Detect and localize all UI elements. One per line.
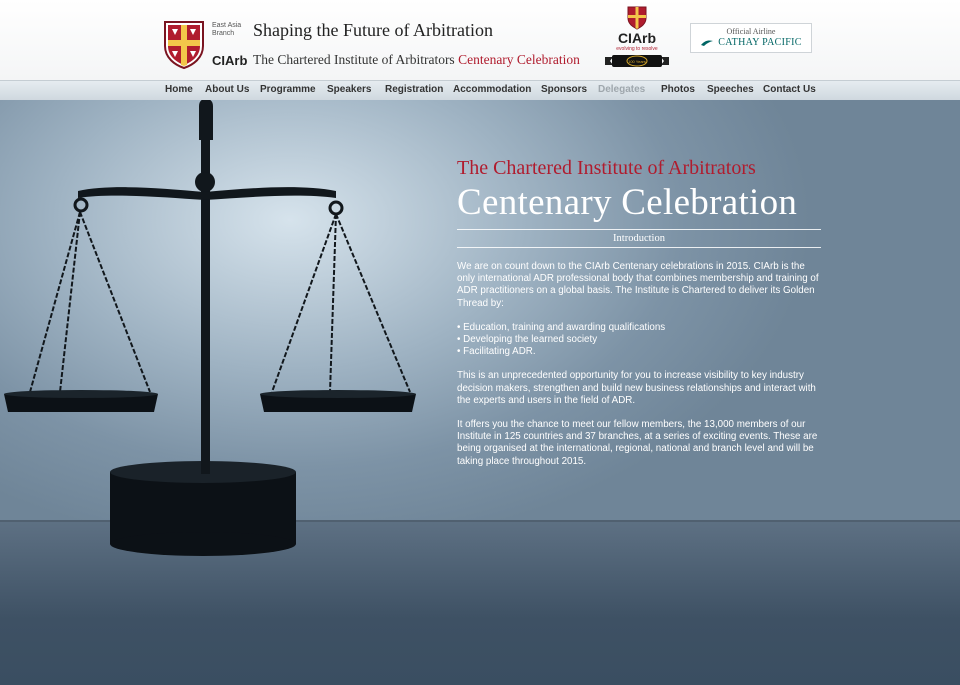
list-item: • Facilitating ADR. — [457, 346, 536, 358]
nav-item-delegates: Delegates — [598, 84, 646, 95]
branch-label: East Asia Branch — [212, 22, 242, 37]
nav-item-about-us[interactable]: About Us — [205, 84, 250, 95]
main-nav — [0, 80, 960, 100]
airline-name: CATHAY PACIFIC — [718, 37, 802, 48]
nav-item-contact-us[interactable]: Contact Us — [763, 84, 816, 95]
logo-wordmark: CIArb — [617, 30, 657, 46]
nav-item-programme[interactable]: Programme — [260, 84, 316, 95]
logo-motto: evolving to resolve — [616, 46, 658, 52]
cathay-brushwing-icon — [700, 39, 714, 47]
list-item: • Developing the learned society — [457, 334, 598, 346]
section-heading: Introduction — [613, 233, 665, 244]
nav-item-speeches[interactable]: Speeches — [707, 84, 754, 95]
subtitle-accent: Centenary Celebration — [458, 52, 580, 67]
intro-panel — [457, 157, 827, 480]
intro-paragraph: We are on count down to the CIArb Centenary celebrations in 2015. CIArb is the only international ADR professional body that combines membership and training of ADR practitioners on a global basis. The Institute is Chartered to deliver its Golden Thread by: — [457, 261, 819, 309]
site-header — [0, 0, 960, 80]
intro-paragraph: This is an unprecedented opportunity for you to increase visibility to key industry decision makers, strengthen and build new business relationships and interact with the experts and users in the field of ADR. — [457, 370, 816, 406]
scales-of-justice-icon — [0, 100, 440, 560]
intro-paragraph: It offers you the chance to meet our fellow members, the 13,000 members of our Institute in 125 countries and 37 branches, at a series of exciting events. These are being organised at the international, regional, national and branch level and will be taking place throughout 2015. — [457, 419, 818, 467]
nav-item-speakers[interactable]: Speakers — [327, 84, 372, 95]
ciarb-mini-shield-icon — [627, 6, 647, 30]
ribbon-text: 100 Years — [628, 59, 646, 64]
nav-item-accommodation[interactable]: Accommodation — [453, 84, 532, 95]
site-subtitle — [253, 52, 580, 68]
centenary-ribbon-icon — [605, 54, 669, 68]
nav-item-sponsors[interactable]: Sponsors — [541, 84, 588, 95]
airline-label: Official Airline — [726, 27, 776, 36]
airline-brand — [691, 37, 811, 48]
ciarb-wordmark: CIArb — [212, 53, 248, 68]
site-tagline: Shaping the Future of Arbitration — [253, 20, 493, 40]
subtitle-org: The Chartered Institute of Arbitrators — [253, 52, 455, 67]
official-airline-badge[interactable] — [690, 23, 812, 53]
hero-org-name: The Chartered Institute of Arbitrators — [457, 157, 756, 179]
golden-thread-list — [457, 322, 819, 359]
divider — [457, 229, 821, 230]
ciarb-shield-icon[interactable] — [163, 20, 205, 70]
nav-item-photos[interactable]: Photos — [661, 84, 695, 95]
list-item: • Education, training and awarding qualifications — [457, 321, 666, 333]
nav-item-registration[interactable]: Registration — [385, 84, 444, 95]
intro-body — [457, 261, 819, 468]
divider — [457, 247, 821, 248]
ciarb-centenary-logo[interactable] — [604, 6, 670, 74]
nav-item-home[interactable]: Home — [165, 84, 193, 95]
hero-title: Centenary Celebration — [457, 182, 798, 223]
